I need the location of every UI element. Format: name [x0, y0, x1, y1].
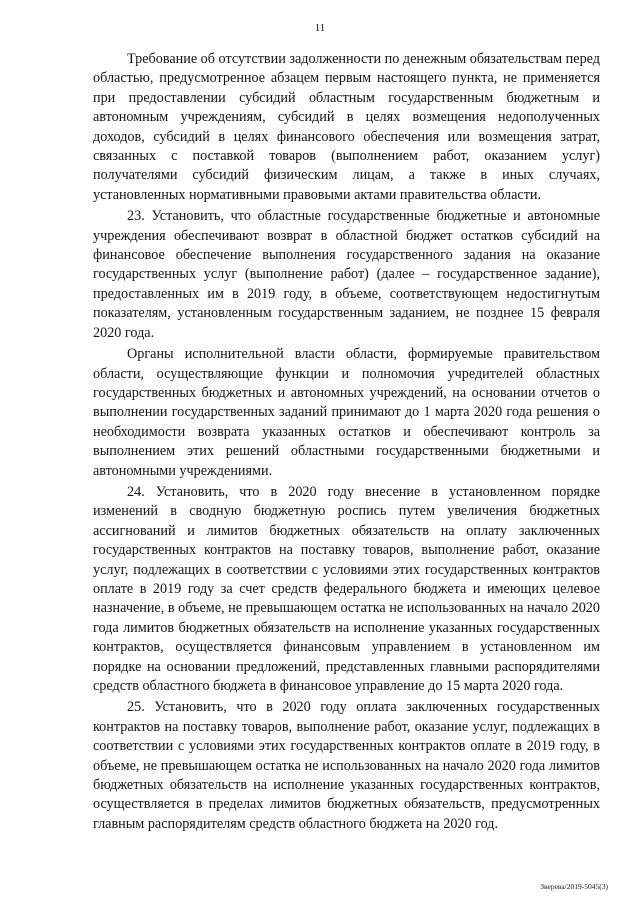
document-body — [93, 50, 600, 834]
paragraph-subsidy-exemption: Требование об отсутствии задолженности по денежным обязательствам перед областью, предусмотренное абзацем первым настоящего пункта, не применяется при предоставлении субсидий областным государственным бюджетным и автономным учреждениям, субсидий в целях возмещения недополученных доходов, субсидий в целях финансового обеспечения или возмещения затрат, связанных с поставкой товаров (выполнением работ, оказанием услуг) получателями субсидий физическим лицам, а также в иных случаях, установленных нормативными правовыми актами правительства области. — [93, 51, 600, 203]
paragraph-executive-bodies: Органы исполнительной власти области, формируемые правительством области, осуществляющие функции и полномочия учредителей областных государственных бюджетных и автономных учреждений, на основании отчетов о выполнении государственных заданий принимают до 1 марта 2020 года решения о необходимости возврата указанных остатков и обеспечивают контроль за выполнением этих решений областными государственными бюджетными и автономными учреждениями. — [93, 346, 600, 479]
page-number: 11 — [314, 22, 326, 34]
paragraph-item-24: 24. Установить, что в 2020 году внесение в установленном порядке изменений в сводную бюджетную роспись путем увеличения бюджетных ассигнований и лимитов бюджетных обязательств на оплату заключенных государственных контрактов на поставку товаров, выполнение работ, оказание услуг, подлежащих в соответствии с условиями этих государственных контрактов оплате в 2019 году за счет средств федерального бюджета и имеющих целевое назначение, в объеме, не превышающем остатка не использованных на начало 2020 года лимитов бюджетных обязательств на исполнение указанных государственных контрактов, осуществляется финансовым управлением в установленном им порядке на основании предложений, представленных главными распорядителями средств областного бюджета в финансовое управление до 15 марта 2020 года. — [93, 483, 600, 694]
document-footer-code: Зверева/2019-5045(3) — [540, 882, 608, 891]
paragraph-item-23: 23. Установить, что областные государственные бюджетные и автономные учреждения обеспечивают возврат в областной бюджет остатков субсидий на финансовое обеспечение выполнения государственного задания на оказание государственных услуг (выполнение работ) (далее – государственное задание), предоставленных им в 2019 году, в объеме, соответствующем недостигнутым показателям, установленным государственным заданием, не позднее 15 февраля 2020 года. — [93, 208, 600, 341]
paragraph-item-25: 25. Установить, что в 2020 году оплата заключенных государственных контрактов на поставку товаров, выполнение работ, оказание услуг, подлежащих в соответствии с условиями этих государственных контрактов оплате в 2019 году, в объеме, не превышающем остатка не использованных на начало 2020 года лимитов бюджетных обязательств на исполнение указанных государственных контрактов, осуществляется в пределах лимитов бюджетных обязательств, предусмотренных главным распорядителям средств областного бюджета на 2020 год. — [93, 699, 600, 832]
